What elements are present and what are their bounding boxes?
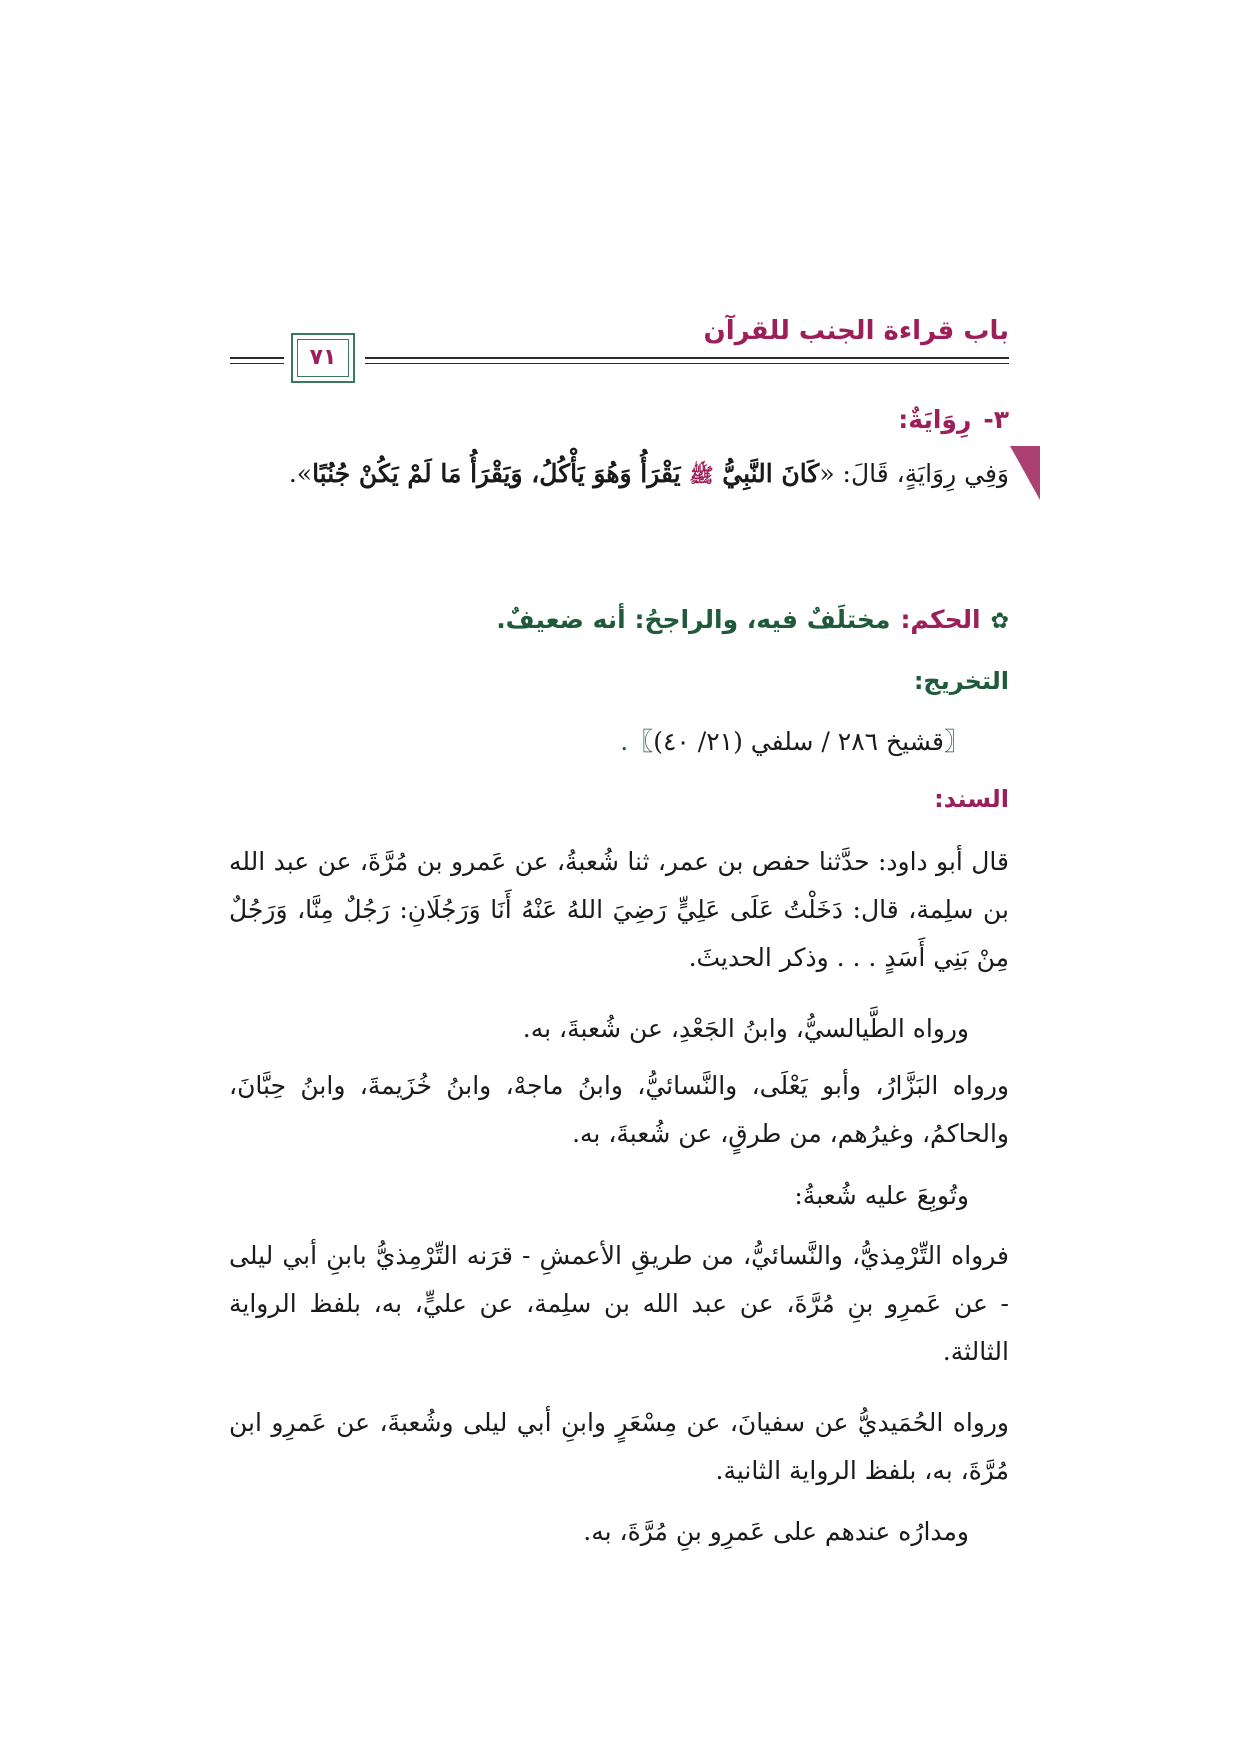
header-rule-right	[365, 357, 1009, 359]
page-number: ٧١	[309, 345, 337, 370]
takhrij-reference	[620, 722, 969, 758]
honorific-glyph: ﷺ	[689, 463, 714, 487]
sanad-heading: السند:	[934, 785, 1009, 813]
quote-intro: وَفِي رِوَايَةٍ، قَالَ: «	[819, 459, 1009, 488]
paragraph-4: وتُوبِعَ عليه شُعبةُ:	[794, 1181, 969, 1210]
quote-corner-ornament	[1010, 446, 1040, 500]
quote-part2: يَقْرَأُ وَهُوَ يَأْكُلُ، وَيَقْرَأُ مَا لَمْ يَكُنْ جُنُبًا	[312, 459, 681, 488]
page-number-badge	[291, 333, 355, 383]
paragraph-1: قال أبو داود: حدَّثنا حفص بن عمر، ثنا شُعبةُ، عن عَمرو بن مُرَّةَ، عن عبد الله بن سلِمة، قال: دَخَلْتُ عَلَى عَلِيٍّ رَضِيَ اللهُ عَنْهُ أَنَا وَرَجُلَانِ: رَجُلٌ مِنَّا، وَرَجُلٌ مِنْ بَنِي أَسَدٍ . . . وذكر الحديثَ.	[229, 847, 1009, 972]
ruling-label: الحكم:	[900, 605, 981, 634]
takhrij-heading: التخريج:	[913, 667, 1009, 695]
ruling-text: مختلَفٌ فيه، والراجحُ: أنه ضعيفٌ.	[496, 605, 891, 634]
paragraph-2: ورواه الطَّيالسيُّ، وابنُ الجَعْدِ، عن شُعبةَ، به.	[522, 1014, 969, 1043]
header-rule-left-thin	[230, 363, 284, 364]
paragraph-3: ورواه البَزَّارُ، وأبو يَعْلَى، والنَّسائيُّ، وابنُ ماجهْ، وابنُ خُزَيمةَ، وابنُ حِبَّانَ، والحاكمُ، وغيرُهم، من طرقٍ، عن شُعبةَ، به.	[229, 1071, 1009, 1148]
paragraph-6: ورواه الحُمَيديُّ عن سفيانَ، عن مِسْعَرٍ وابنِ أبي ليلى وشُعبةَ، عن عَمرِو ابن مُرَّةَ، به، بلفظ الرواية الثانية.	[229, 1408, 1009, 1485]
quote-block	[229, 450, 1009, 499]
bracket-open: 〖	[943, 727, 969, 756]
paragraph-7: ومدارُه عندهم على عَمرِو بنِ مُرَّةَ، به.	[583, 1517, 969, 1546]
quote-text	[229, 450, 1009, 499]
ruling-line	[496, 605, 1009, 634]
section-title: رِوَايَةٌ:	[898, 405, 972, 434]
quote-outro: ».	[288, 459, 313, 488]
header-rule-left	[230, 357, 284, 359]
chapter-title: باب قراءة الجنب للقرآن	[703, 316, 1009, 346]
section-heading	[898, 405, 1009, 434]
bracket-close: 〗.	[620, 727, 654, 756]
section-number: ٣-	[983, 405, 1009, 434]
paragraph-5: فرواه التِّرْمِذيُّ، والنَّسائيُّ، من طريقِ الأعمشِ - قرَنه التِّرْمِذيُّ بابنِ أبي ليلى - عن عَمرِو بنِ مُرَّةَ، عن عبد الله بن سلِمة، عن عليٍّ، به، بلفظ الرواية الثالثة.	[229, 1241, 1009, 1366]
header-rule-right-thin	[365, 363, 1009, 364]
quote-part1: كَانَ النَّبِيُّ	[722, 459, 820, 488]
flower-ornament-icon: ✿	[990, 609, 1009, 634]
takhrij-text: قشيخ ٢٨٦ / سلفي (٢١/ ٤٠)	[653, 727, 944, 756]
